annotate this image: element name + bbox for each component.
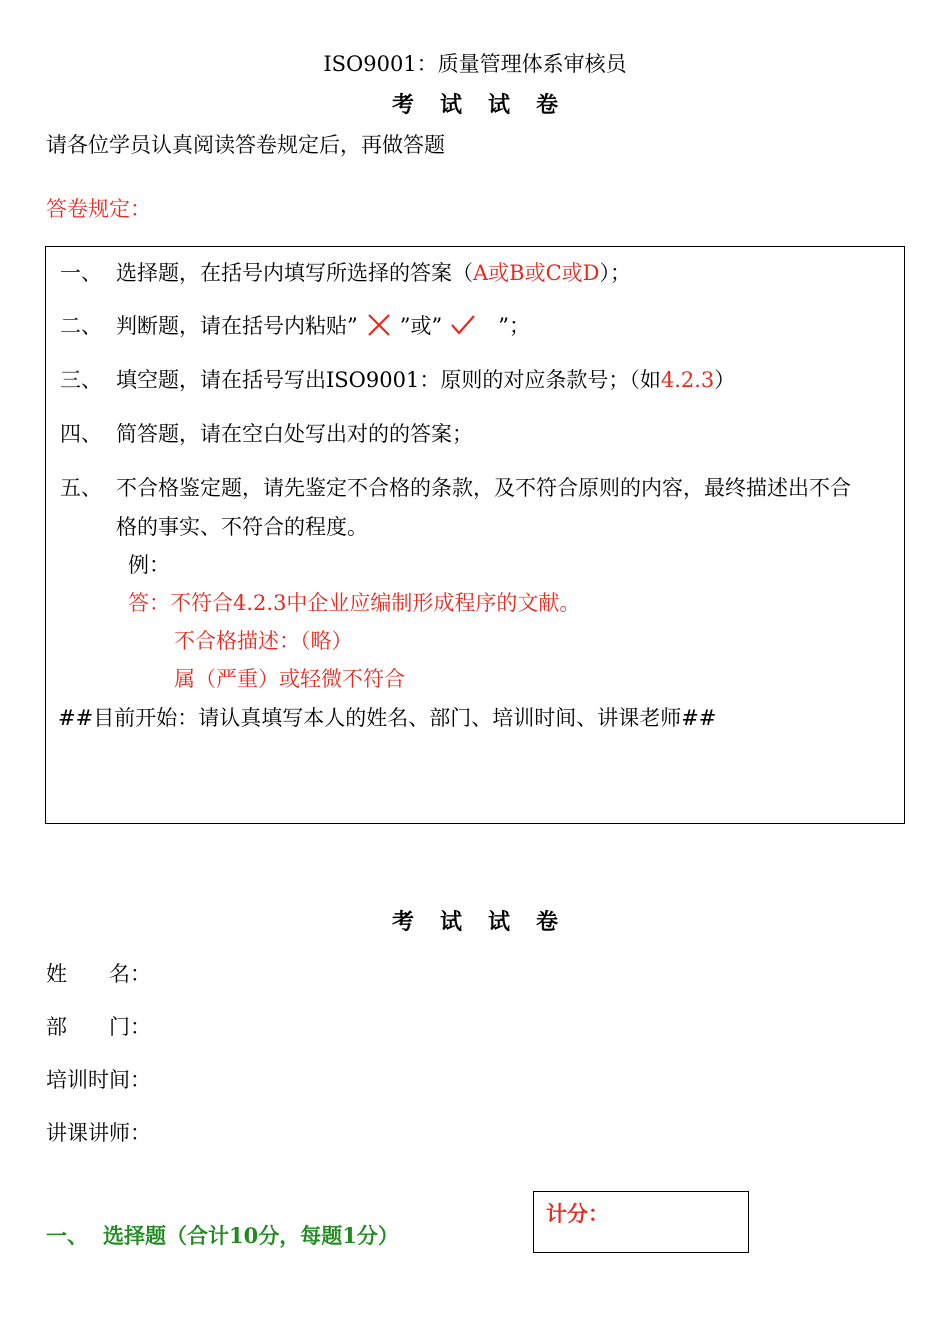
- document-title: ISO9001：质量管理体系审核员: [323, 52, 627, 76]
- rule-text: [116, 310, 530, 340]
- section-1-number: 一、: [46, 1223, 88, 1248]
- example-label: 例：: [128, 553, 170, 577]
- rule-text-part: 填空题，请在括号写出ISO9001：原则的对应条款号；（如: [116, 368, 661, 392]
- cross-icon: [366, 312, 392, 338]
- rule-number: 三、: [60, 368, 102, 392]
- score-box[interactable]: [533, 1191, 749, 1253]
- rule-text-part: 选择题，在括号内填写所选择的答案（: [116, 261, 473, 285]
- rule-text-part: ）: [714, 368, 736, 392]
- rule-text-part: ”；: [498, 314, 530, 338]
- rule-text: [116, 364, 735, 394]
- name-field[interactable]: [46, 958, 151, 988]
- exam-title-2: 考试试卷: [391, 909, 584, 935]
- example-answer: 答：不符合4.2.3中企业应编制形成程序的文献。: [128, 591, 581, 615]
- rule-text-line-1: 不合格鉴定题，请先鉴定不合格的条款，及不符合原则的内容，最终描述出不合: [116, 476, 851, 500]
- training-time-label: 培训时间：: [46, 1068, 151, 1092]
- rule-number: 二、: [60, 314, 102, 338]
- rules-label: 答卷规定：: [46, 197, 151, 221]
- rule-answer-options: A或B或C或D: [473, 261, 600, 285]
- teacher-field[interactable]: [46, 1117, 151, 1147]
- rule-number: 一、: [60, 261, 102, 285]
- name-label: 姓 名：: [46, 962, 151, 986]
- rule-text: [116, 257, 631, 287]
- rules-box: [45, 246, 905, 824]
- department-field[interactable]: [46, 1011, 151, 1041]
- start-note: ##目前开始：请认真填写本人的姓名、部门、培训时间、讲课老师##: [58, 706, 717, 730]
- rule-text-part: ）；: [599, 261, 632, 285]
- rule-text-line-2: 格的事实、不符合的程度。: [116, 515, 368, 539]
- score-label: 计分：: [546, 1201, 609, 1226]
- instruction-text: 请各位学员认真阅读答卷规定后，再做答题: [46, 133, 445, 157]
- section-1-title: 选择题（合计10分，每题1分）: [103, 1223, 399, 1248]
- rule-number: 四、: [60, 422, 102, 446]
- example-severity: 属（严重）或轻微不符合: [174, 667, 405, 691]
- rule-number: 五、: [60, 476, 102, 500]
- department-label: 部 门：: [46, 1015, 151, 1039]
- check-icon: [450, 312, 476, 338]
- teacher-label: 讲课讲师：: [46, 1121, 151, 1145]
- rule-text: 简答题，请在空白处写出对的的答案；: [116, 422, 473, 446]
- training-time-field[interactable]: [46, 1064, 151, 1094]
- rule-clause-example: 4.2.3: [660, 368, 715, 392]
- exam-title: 考试试卷: [391, 92, 584, 118]
- rule-text-part: ”或”: [399, 314, 443, 338]
- example-description: 不合格描述：（略）: [174, 629, 353, 653]
- rule-text-part: 判断题，请在括号内粘贴”: [116, 314, 358, 338]
